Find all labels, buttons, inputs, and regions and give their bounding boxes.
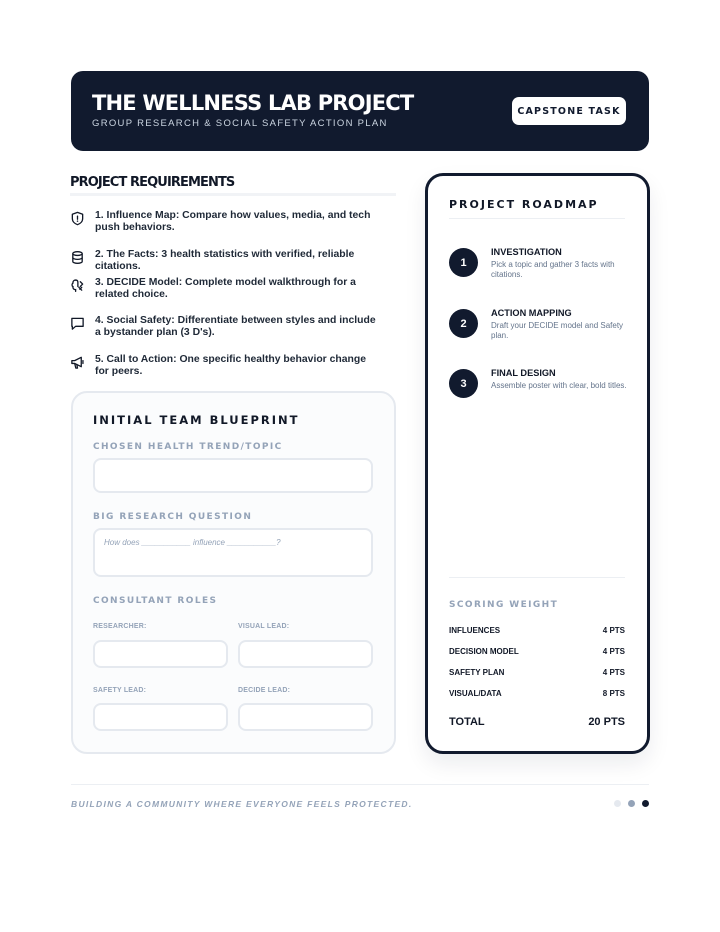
requirements-heading: PROJECT REQUIREMENTS bbox=[70, 175, 235, 190]
safety-lead-input[interactable] bbox=[93, 703, 228, 731]
requirement-text: 1. Influence Map: Compare how values, media, and tech push behaviors. bbox=[95, 210, 371, 233]
blueprint-title: INITIAL TEAM BLUEPRINT bbox=[93, 413, 300, 427]
total-value: 20 PTS bbox=[588, 716, 625, 728]
step-description: Pick a topic and gather 3 facts with citations. bbox=[491, 260, 615, 279]
database-icon bbox=[70, 250, 85, 265]
score-row bbox=[449, 668, 625, 677]
safety-lead-label: SAFETY LEAD: bbox=[93, 687, 147, 694]
requirement-item bbox=[70, 210, 380, 234]
requirements-divider bbox=[70, 193, 396, 196]
requirement-text: 5. Call to Action: One specific healthy behavior change for peers. bbox=[95, 354, 366, 377]
page-indicator-dot bbox=[628, 800, 635, 807]
footer-tagline: BUILDING A COMMUNITY WHERE EVERYONE FEELS PROTECTED. bbox=[71, 799, 413, 809]
score-value: 4 PTS bbox=[602, 668, 625, 677]
roadmap-divider bbox=[449, 218, 625, 219]
question-label: BIG RESEARCH QUESTION bbox=[93, 512, 253, 522]
requirement-item bbox=[70, 277, 380, 301]
step-number-badge: 3 bbox=[449, 369, 478, 398]
scoring-divider bbox=[449, 577, 625, 578]
score-label: INFLUENCES bbox=[449, 626, 501, 635]
roadmap-title: PROJECT ROADMAP bbox=[449, 198, 599, 211]
step-description: Draft your DECIDE model and Safety plan. bbox=[491, 321, 624, 340]
page-subtitle: GROUP RESEARCH & SOCIAL SAFETY ACTION PLAN bbox=[92, 118, 388, 129]
page-indicator-dot bbox=[614, 800, 621, 807]
step-number-badge: 2 bbox=[449, 309, 478, 338]
requirement-item bbox=[70, 354, 380, 378]
researcher-input[interactable] bbox=[93, 640, 228, 668]
score-row bbox=[449, 626, 625, 635]
question-placeholder: How does ___________ influence ___________? bbox=[104, 538, 281, 547]
topic-input[interactable] bbox=[93, 458, 373, 493]
visual-lead-input[interactable] bbox=[238, 640, 373, 668]
roles-label: CONSULTANT ROLES bbox=[93, 596, 218, 606]
step-title: INVESTIGATION bbox=[491, 247, 562, 257]
step-description: Assemble poster with clear, bold titles. bbox=[491, 381, 627, 390]
total-label: TOTAL bbox=[449, 716, 485, 728]
score-value: 8 PTS bbox=[602, 689, 625, 698]
score-value: 4 PTS bbox=[602, 626, 625, 635]
page-indicator-dot-active bbox=[642, 800, 649, 807]
score-row bbox=[449, 647, 625, 656]
score-label: SAFETY PLAN bbox=[449, 668, 505, 677]
requirement-item bbox=[70, 249, 380, 273]
shield-icon bbox=[70, 211, 85, 226]
capstone-badge: CAPSTONE TASK bbox=[512, 97, 626, 125]
megaphone-icon bbox=[70, 355, 85, 370]
step-number-badge: 1 bbox=[449, 248, 478, 277]
header-banner bbox=[71, 71, 649, 151]
requirement-item bbox=[70, 315, 380, 339]
score-row bbox=[449, 689, 625, 698]
requirement-text: 3. DECIDE Model: Complete model walkthrough for a related choice. bbox=[95, 277, 356, 300]
topic-label: CHOSEN HEALTH TREND/TOPIC bbox=[93, 442, 283, 452]
researcher-label: RESEARCHER: bbox=[93, 623, 147, 630]
score-value: 4 PTS bbox=[602, 647, 625, 656]
scoring-title: SCORING WEIGHT bbox=[449, 600, 559, 610]
page-title: THE WELLNESS LAB PROJECT bbox=[92, 91, 414, 115]
score-total-row bbox=[449, 716, 625, 728]
step-title: ACTION MAPPING bbox=[491, 308, 572, 318]
decide-lead-label: DECIDE LEAD: bbox=[238, 687, 291, 694]
requirement-text: 4. Social Safety: Differentiate between styles and include a bystander plan (3 D's). bbox=[95, 315, 376, 338]
step-title: FINAL DESIGN bbox=[491, 368, 556, 378]
chat-bubble-icon bbox=[70, 316, 85, 331]
score-label: DECISION MODEL bbox=[449, 647, 519, 656]
requirement-text: 2. The Facts: 3 health statistics with verified, reliable citations. bbox=[95, 249, 355, 272]
brain-icon bbox=[70, 278, 85, 293]
score-label: VISUAL/DATA bbox=[449, 689, 502, 698]
research-question-input[interactable] bbox=[93, 528, 373, 577]
footer-divider bbox=[71, 784, 649, 785]
decide-lead-input[interactable] bbox=[238, 703, 373, 731]
visual-lead-label: VISUAL LEAD: bbox=[238, 623, 290, 630]
